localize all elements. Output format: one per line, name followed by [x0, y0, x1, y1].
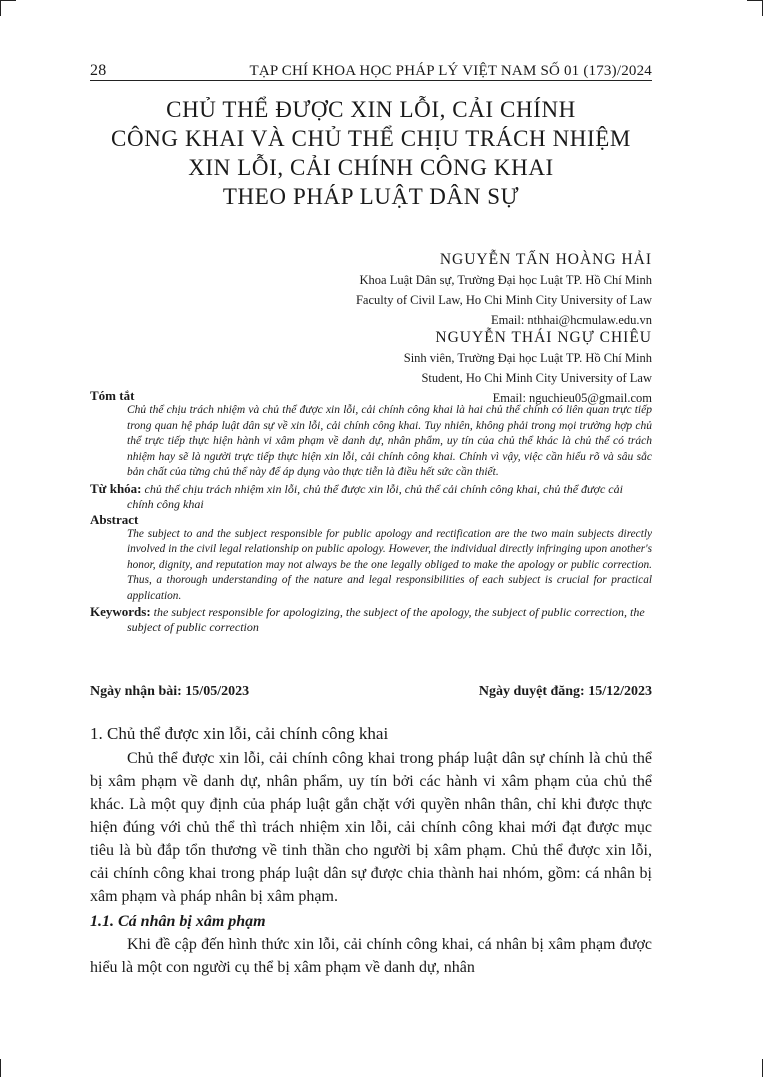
section-heading: 1. Chủ thể được xin lỗi, cải chính công khai: [90, 724, 389, 743]
abstract-text: The subject to and the subject responsible for public apology and rectification are the two main subjects directly involved in the civil legal relationship on public apology. However, the individual directly infringing upon another's honor, dignity, and reputation may not always be the one legally obliged to make the apology or public correction. Thus, a thorough understanding of the nature and legal responsibilities of each subject is crucial for practical application.: [127, 527, 652, 602]
body-paragraph: Chủ thể được xin lỗi, cải chính công khai trong pháp luật dân sự chính là chủ thể bị xâm phạm về danh dự, nhân phẩm, uy tín bởi các hành vi xâm phạm của chủ thể khác. Là một quy định của pháp luật gắn chặt với quyền nhân thân, chỉ khi được thực hiện đúng với chủ thể thì trách nhiệm xin lỗi, cải chính công khai mới đạt được mục tiêu là bù đắp tổn thương về tinh thần cho người bị xâm phạm. Chủ thể được xin lỗi, cải chính công khai trong pháp luật dân sự được chia thành hai nhóm, gồm: cá nhân bị xâm phạm và pháp nhân bị xâm phạm.: [90, 750, 652, 905]
author-affiliation-en: Student, Ho Chi Minh City University of Law: [421, 371, 652, 385]
abstract-label: Abstract: [90, 511, 139, 527]
title-line: XIN LỖI, CẢI CHÍNH CÔNG KHAI: [188, 155, 554, 180]
author-affiliation-vi: Sinh viên, Trường Đại học Luật TP. Hồ Chí Minh: [403, 351, 652, 365]
author-name: NGUYỄN TẤN HOÀNG HẢI: [439, 251, 652, 268]
section-1: [90, 722, 652, 979]
body-paragraph: Khi đề cập đến hình thức xin lỗi, cải chính công khai, cá nhân bị xâm phạm được hiểu là một con người cụ thể bị xâm phạm về danh dự, nhân: [90, 936, 652, 976]
author-block: [232, 250, 652, 408]
keywords-vi: [90, 481, 652, 512]
journal-title: TẠP CHÍ KHOA HỌC PHÁP LÝ VIỆT NAM SỐ 01 (173)/2024: [249, 63, 652, 79]
accepted-date: Ngày duyệt đăng: 15/12/2023: [478, 684, 652, 699]
keywords-label: Từ khóa:: [90, 480, 142, 496]
summary-text: Chủ thể chịu trách nhiệm và chủ thể được xin lỗi, cải chính công khai là hai chủ thể chính có liên quan trực tiếp trong quan hệ pháp luật dân sự về xin lỗi, cải chính công khai. Tuy nhiên, không phải trong mọi trường hợp chủ thể trực tiếp thực hiện hành vi xâm phạm về danh dự, nhân phẩm, uy tín của chủ thể khác là chủ thể có trách nhiệm hay sẽ là người trực tiếp thực hiện xin lỗi, cải chính công khai. Chính vì vậy, việc cần hiểu rõ và sâu sắc bản chất của từng chủ thể này để áp dụng vào thực tiễn là điều hết sức cần thiết.: [127, 404, 652, 478]
dates-row: [90, 684, 652, 700]
keywords-en: [90, 604, 652, 635]
author-affiliation-vi: Khoa Luật Dân sự, Trường Đại học Luật TP. Hồ Chí Minh: [359, 273, 652, 287]
crop-mark: [0, 0, 1, 16]
title-line: CÔNG KHAI VÀ CHỦ THỂ CHỊU TRÁCH NHIỆM: [111, 126, 631, 151]
crop-mark: [0, 0, 16, 1]
article-title: [80, 95, 662, 211]
crop-mark: [0, 1059, 1, 1077]
received-date: Ngày nhận bài: 15/05/2023: [90, 684, 250, 699]
author-affiliation-en: Faculty of Civil Law, Ho Chi Minh City University of Law: [355, 293, 652, 307]
summary-label: Tóm tắt: [90, 388, 135, 403]
page-number: 28: [90, 62, 107, 79]
author-email[interactable]: Email: nthhai@hcmulaw.edu.vn: [490, 313, 652, 327]
running-header: [90, 58, 652, 81]
author-name: NGUYỄN THÁI NGỰ CHIÊU: [435, 329, 652, 346]
title-line: CHỦ THỂ ĐƯỢC XIN LỖI, CẢI CHÍNH: [166, 97, 576, 122]
keywords-text: chủ thể chịu trách nhiệm xin lỗi, chủ thể được xin lỗi, chủ thể cải chính công khai, chủ thể được cải chính công khai: [127, 481, 623, 511]
author-email[interactable]: Email: nguchieu05@gmail.com: [492, 391, 652, 405]
crop-mark: [747, 0, 763, 1]
keywords-label: Keywords:: [90, 604, 151, 619]
abstract-block: [90, 388, 652, 635]
title-line: THEO PHÁP LUẬT DÂN SỰ: [222, 184, 520, 209]
subsection-heading: 1.1. Cá nhân bị xâm phạm: [90, 913, 266, 930]
keywords-text: the subject responsible for apologizing, the subject of the apology, the subject of public correction, the subject of public correction: [127, 605, 645, 634]
